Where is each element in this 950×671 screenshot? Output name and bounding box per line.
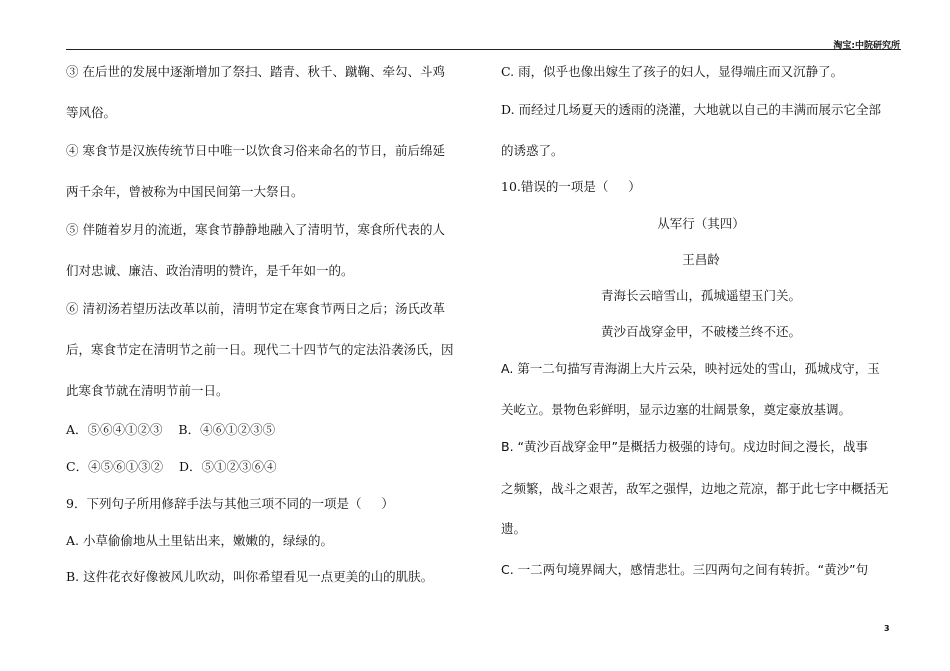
q10-option-b: B. “黄沙百战穿金甲”是概括力极强的诗句。戍边时间之漫长，战事 [501, 439, 868, 454]
left-line-6: 们对忠诚、廉洁、政治清明的赞许，是千年如一的。 [66, 263, 354, 278]
q10-option-a-cont: 关屹立。景物色彩鲜明，显示边塞的壮阔景象，奠定豪放基调。 [501, 402, 852, 417]
q9-option-d-cont: 的诱惑了。 [501, 143, 564, 158]
option-row-cd: C．④⑤⑥①③② D．⑤①②③⑥④ [66, 459, 277, 474]
q10-option-c: C. 一二两句境界阔大，感情悲壮。三四两句之间有转折。“黄沙”句 [501, 562, 869, 577]
q10-option-a: A. 第一二句描写青海湖上大片云朵，映衬远处的雪山，孤城戍守，玉 [501, 361, 880, 376]
poem-line-2: 黄沙百战穿金甲，不破楼兰终不还。 [600, 324, 801, 339]
header-text: 淘宝:中院研究所 [833, 41, 900, 51]
q10-option-b-cont: 之频繁，战斗之艰苦，敌军之强悍，边地之荒凉，都于此七字中概括无 [501, 481, 889, 496]
q9-option-a: A. 小草偷偷地从土里钻出来，嫩嫩的，绿绿的。 [66, 533, 333, 548]
left-line-9: 此寒食节就在清明节前一日。 [66, 383, 229, 398]
q9-option-b: B. 这件花衣好像被风儿吹动，叫你希望看见一点更美的山的肌肤。 [66, 569, 434, 584]
option-row-ab: A．⑤⑥④①②③ B．④⑥①②③⑤ [66, 422, 276, 437]
question-9: 9．下列句子所用修辞手法与其他三项不同的一项是（ ） [66, 496, 394, 511]
left-line-8: 后，寒食节定在清明节之前一日。现代二十四节气的定法沿袭汤氏，因 [66, 342, 454, 357]
left-line-3: ④ 寒食节是汉族传统节日中唯一以饮食习俗来命名的节日，前后绵延 [66, 143, 445, 158]
header-rule [66, 49, 901, 50]
q9-option-c: C. 雨，似乎也像出嫁生了孩子的妇人，显得端庄而又沉静了。 [501, 64, 844, 79]
left-line-7: ⑥ 清初汤若望历法改革以前，清明节定在寒食节两日之后；汤氏改革 [66, 301, 445, 316]
question-10: 10.错误的一项是（ ） [501, 179, 641, 194]
poem-line-1: 青海长云暗雪山，孤城遥望玉门关。 [600, 288, 801, 303]
q9-option-d: D. 而经过几场夏天的透雨的浇灌，大地就以自己的丰满而展示它全部 [501, 102, 882, 117]
left-line-1: ③ 在后世的发展中逐渐增加了祭扫、踏青、秋千、蹴鞠、牵勾、斗鸡 [66, 64, 445, 79]
left-line-2: 等风俗。 [66, 105, 117, 120]
poem-title: 从军行（其四） [657, 216, 745, 231]
left-line-5: ⑤ 伴随着岁月的流逝，寒食节静静地融入了清明节，寒食所代表的人 [66, 222, 445, 237]
poem-author: 王昌龄 [682, 252, 720, 267]
page-number: 3 [884, 624, 890, 633]
left-line-4: 两千余年，曾被称为中国民间第一大祭日。 [66, 184, 304, 199]
q10-option-b-end: 遗。 [501, 521, 527, 536]
